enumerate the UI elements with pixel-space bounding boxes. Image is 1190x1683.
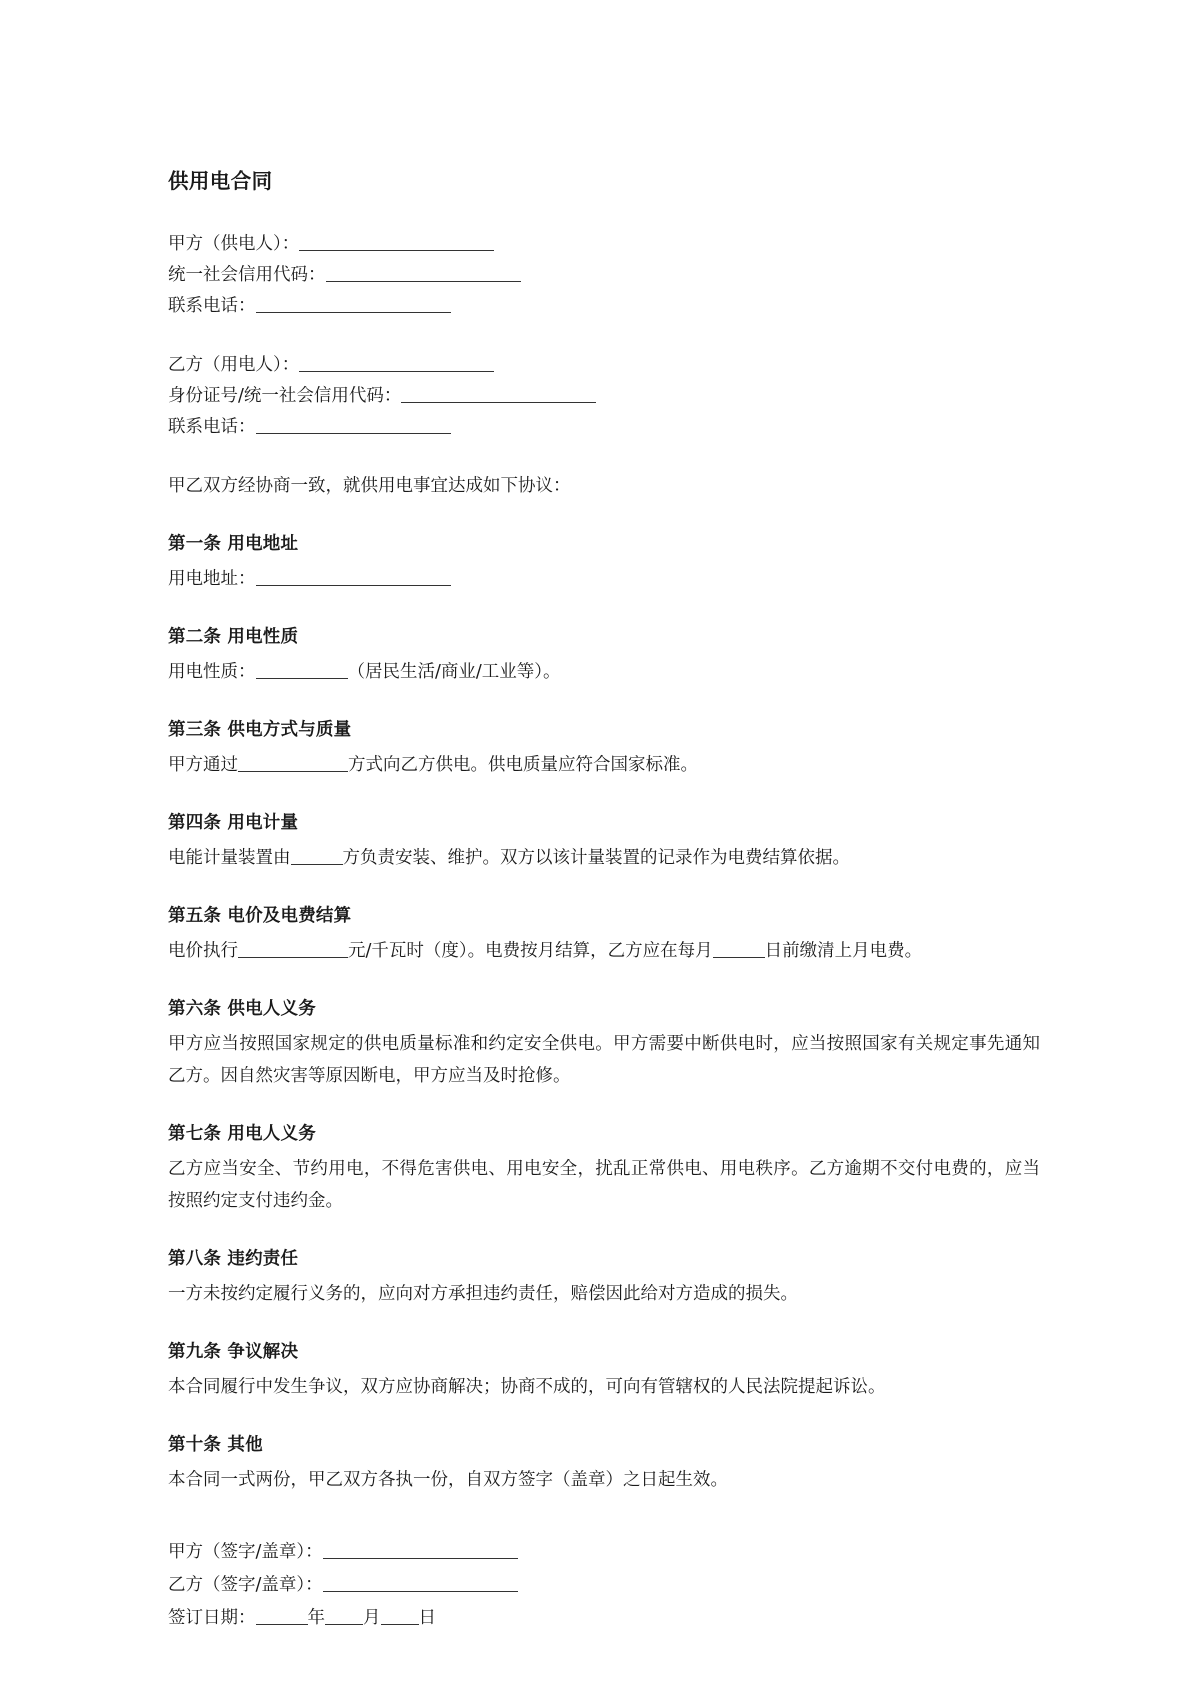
signature-month-unit: 月	[363, 1607, 381, 1628]
article-2-heading: 第二条 用电性质	[168, 626, 299, 647]
party-b-id-line	[168, 381, 1040, 412]
signature-month-blank[interactable]	[325, 1606, 363, 1625]
party-b-id-label: 身份证号/统一社会信用代码：	[168, 385, 402, 406]
signature-party-b-blank[interactable]	[323, 1573, 518, 1592]
signature-party-a-blank[interactable]	[323, 1540, 518, 1559]
party-a-credit-code-label: 统一社会信用代码：	[168, 264, 326, 285]
article-2-blank[interactable]	[256, 660, 348, 679]
article-7-heading: 第七条 用电人义务	[168, 1123, 316, 1144]
article-9-heading: 第九条 争议解决	[168, 1341, 299, 1362]
article-5-price-blank[interactable]	[238, 939, 348, 958]
article-10	[168, 1430, 1040, 1496]
article-10-body: 本合同一式两份，甲乙双方各执一份，自双方签字（盖章）之日起生效。	[168, 1469, 728, 1490]
party-a-phone-label: 联系电话：	[168, 295, 256, 316]
party-b-name-blank[interactable]	[299, 353, 494, 372]
signature-party-a-line	[168, 1536, 1040, 1569]
party-b-name-label: 乙方（用电人）：	[168, 354, 300, 375]
agreement-intro: 甲乙双方经协商一致，就供用电事宜达成如下协议：	[168, 475, 571, 496]
article-3-heading: 第三条 供电方式与质量	[168, 719, 352, 740]
article-6-body: 甲方应当按照国家规定的供电质量标准和约定安全供电。甲方需要中断供电时，应当按照国家有关规定事先通知乙方。因自然灾害等原因断电，甲方应当及时抢修。	[168, 1033, 1040, 1086]
article-5-day-blank[interactable]	[713, 939, 765, 958]
article-8-heading: 第八条 违约责任	[168, 1248, 299, 1269]
article-4-blank[interactable]	[291, 846, 343, 865]
article-4-heading: 第四条 用电计量	[168, 812, 299, 833]
article-4-prefix: 电能计量装置由	[168, 847, 291, 868]
party-a-phone-blank[interactable]	[256, 294, 451, 313]
article-1-prefix: 用电地址：	[168, 568, 256, 589]
article-5-body	[168, 935, 1040, 967]
article-1-heading: 第一条 用电地址	[168, 533, 299, 554]
party-b-phone-blank[interactable]	[256, 415, 451, 434]
party-b-phone-label: 联系电话：	[168, 416, 256, 437]
signature-block	[168, 1536, 1040, 1635]
article-2-suffix: （居民生活/商业/工业等）。	[347, 661, 561, 682]
article-7-body: 乙方应当安全、节约用电，不得危害供电、用电安全，扰乱正常供电、用电秩序。乙方逾期不交付电费的，应当按照约定支付违约金。	[168, 1158, 1040, 1211]
party-a-block	[168, 229, 1040, 322]
article-3-prefix: 甲方通过	[168, 754, 238, 775]
party-b-phone-line	[168, 412, 1040, 443]
article-2	[168, 622, 1040, 688]
article-8-body: 一方未按约定履行义务的，应向对方承担违约责任，赔偿因此给对方造成的损失。	[168, 1283, 798, 1304]
article-7	[168, 1119, 1040, 1217]
article-4-body	[168, 842, 1040, 874]
article-1	[168, 529, 1040, 595]
article-2-body	[168, 656, 1040, 688]
article-5-mid: 元/千瓦时（度）。电费按月结算，乙方应在每月	[348, 940, 713, 961]
party-a-name-blank[interactable]	[299, 232, 494, 251]
signature-party-b-label: 乙方（签字/盖章）：	[168, 1574, 323, 1595]
article-6-heading: 第六条 供电人义务	[168, 998, 316, 1019]
party-a-credit-code-line	[168, 260, 1040, 291]
article-8	[168, 1244, 1040, 1310]
signature-day-blank[interactable]	[381, 1606, 419, 1625]
article-1-body	[168, 563, 1040, 595]
signature-year-blank[interactable]	[256, 1606, 308, 1625]
article-5	[168, 901, 1040, 967]
article-6	[168, 994, 1040, 1092]
signature-year-unit: 年	[307, 1607, 325, 1628]
article-3-body	[168, 749, 1040, 781]
party-b-id-blank[interactable]	[401, 384, 596, 403]
signature-party-a-label: 甲方（签字/盖章）：	[168, 1541, 323, 1562]
signature-date-line	[168, 1602, 1040, 1635]
article-3	[168, 715, 1040, 781]
article-5-suffix: 日前缴清上月电费。	[764, 940, 923, 961]
party-a-name-label: 甲方（供电人）：	[168, 233, 300, 254]
article-10-heading: 第十条 其他	[168, 1434, 263, 1455]
party-a-credit-code-blank[interactable]	[326, 263, 521, 282]
party-a-phone-line	[168, 291, 1040, 322]
party-b-block	[168, 350, 1040, 443]
document-title: 供用电合同	[168, 169, 273, 193]
article-1-blank[interactable]	[256, 567, 451, 586]
article-4	[168, 808, 1040, 874]
signature-day-unit: 日	[418, 1607, 436, 1628]
article-9	[168, 1337, 1040, 1403]
article-5-prefix: 电价执行	[168, 940, 238, 961]
signature-date-label: 签订日期：	[168, 1607, 256, 1628]
article-2-prefix: 用电性质：	[168, 661, 256, 682]
signature-party-b-line	[168, 1569, 1040, 1602]
article-9-body: 本合同履行中发生争议，双方应协商解决；协商不成的，可向有管辖权的人民法院提起诉讼。	[168, 1376, 886, 1397]
party-a-name-line	[168, 229, 1040, 260]
article-3-blank[interactable]	[238, 753, 348, 772]
article-5-heading: 第五条 电价及电费结算	[168, 905, 352, 926]
article-3-suffix: 方式向乙方供电。供电质量应符合国家标准。	[348, 754, 698, 775]
party-b-name-line	[168, 350, 1040, 381]
article-4-suffix: 方负责安装、维护。双方以该计量装置的记录作为电费结算依据。	[342, 847, 850, 868]
